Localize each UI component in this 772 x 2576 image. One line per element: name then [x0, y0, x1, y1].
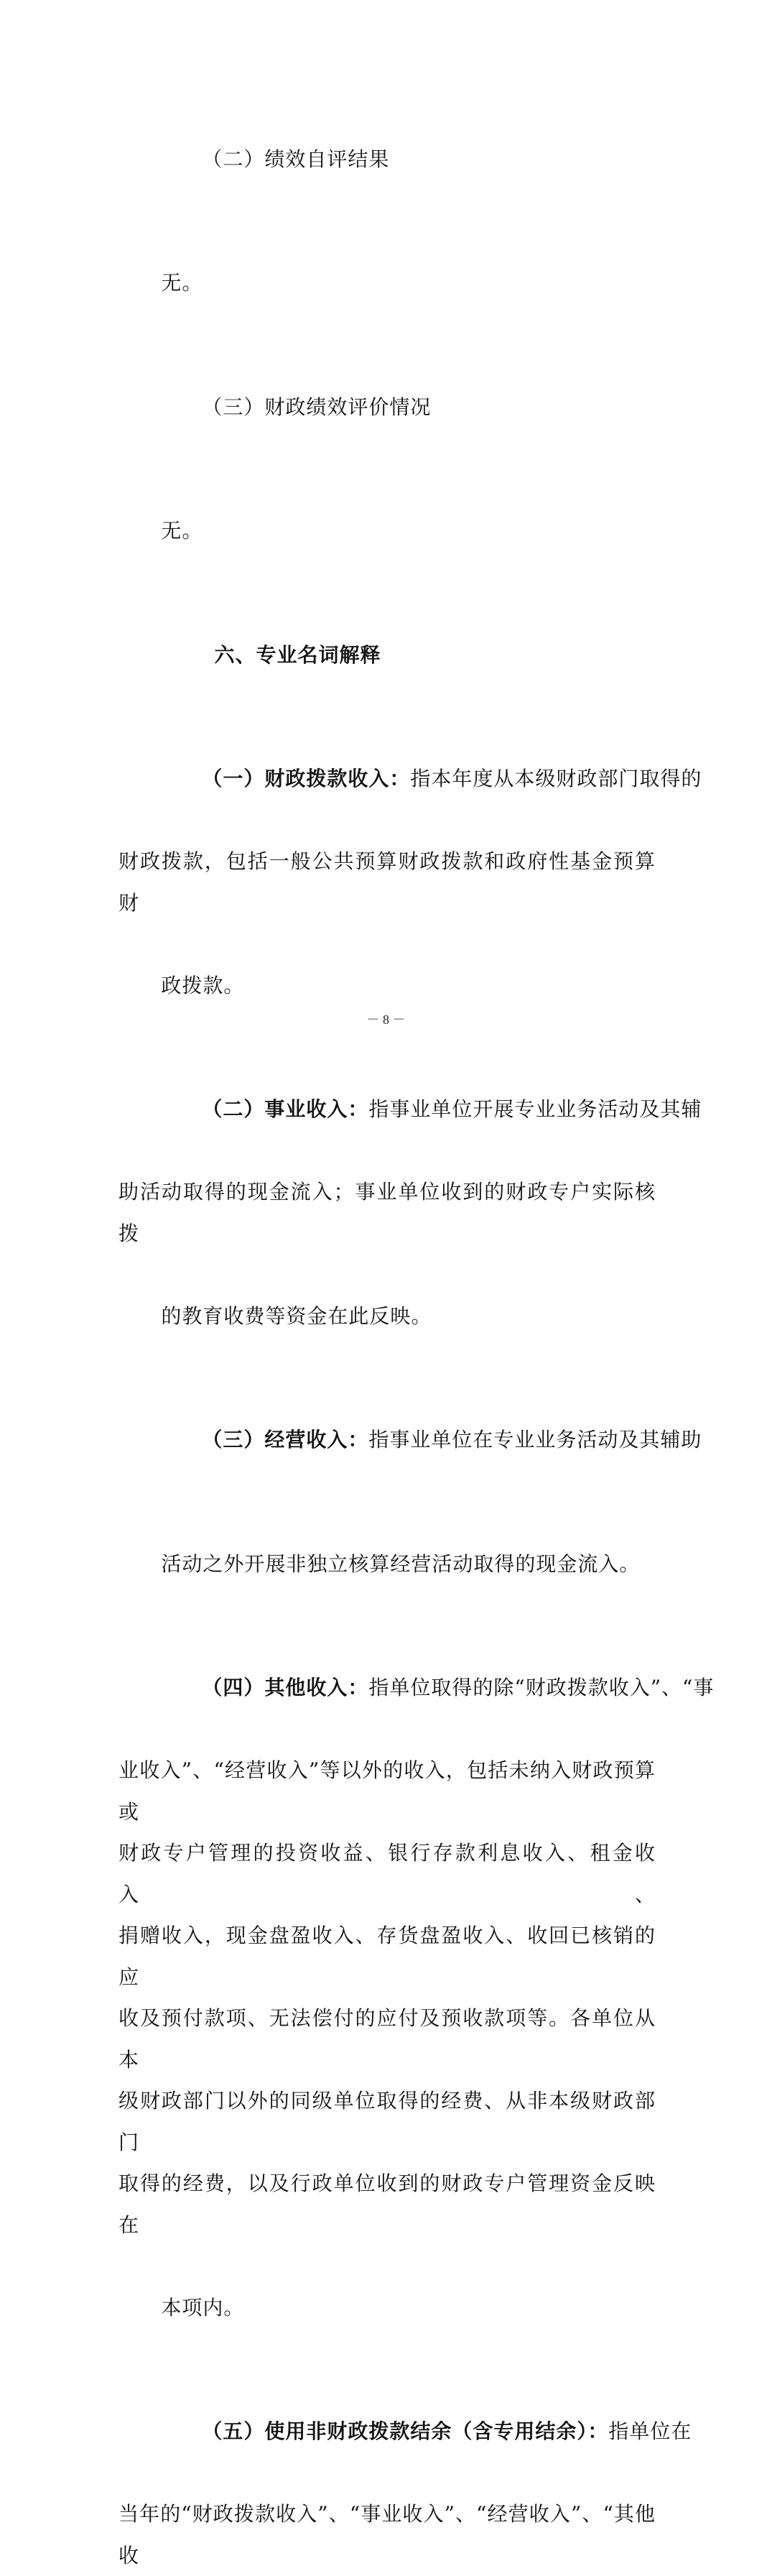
glossary-definition-text: 级财政部门以外的同级单位取得的经费、从非本级财政部门	[118, 2089, 656, 2154]
glossary-definition-text: 财政拨款，包括一般公共预算财政拨款和政府性基金预算财	[118, 849, 656, 915]
glossary-term: （五）使用非财政拨款结余（含专用结余）：	[202, 2419, 609, 2443]
glossary-definition: 指单位在	[608, 2419, 692, 2443]
chapter-heading-text: 六、专业名词解释	[214, 642, 381, 667]
glossary-definition-line	[118, 1998, 656, 2080]
glossary-definition: 指单位取得的除“财政拨款收入”、“事	[368, 1676, 715, 1699]
glossary-definition-line	[118, 841, 656, 923]
glossary-definition: 指事业单位在专业业务活动及其辅助	[368, 1428, 702, 1451]
glossary-definition-text: 取得的经费，以及行政单位收到的财政专户管理资金反映在	[118, 2171, 656, 2237]
glossary-definition-line	[118, 1171, 656, 1254]
glossary-definition-line	[118, 1915, 656, 1998]
section-heading-text: （三）财政绩效评价情况	[202, 394, 432, 419]
glossary-term: （一）财政拨款收入：	[202, 767, 411, 790]
glossary-definition-text: 财政专户管理的投资收益、银行存款利息收入、租金收入、	[118, 1841, 656, 1906]
glossary-definition-line	[118, 1254, 656, 1378]
paragraph-none	[118, 221, 656, 346]
glossary-definition-line	[118, 2163, 656, 2245]
glossary-item-other-income-line	[118, 1626, 715, 1750]
glossary-definition-line	[118, 2080, 656, 2163]
glossary-definition: 指事业单位开展专业业务活动及其辅	[368, 1097, 702, 1121]
glossary-item-non-fiscal-balance-line	[118, 2370, 692, 2494]
glossary-definition-text: 活动之外开展非独立核算经营活动取得的现金流入。	[161, 1551, 641, 1576]
glossary-definition-text: 助活动取得的现金流入；事业单位收到的财政专户实际核拨	[118, 1180, 656, 1245]
glossary-term: （二）事业收入：	[202, 1097, 369, 1121]
paragraph-text: 无。	[161, 271, 203, 295]
glossary-item-career-income-line	[118, 1048, 702, 1172]
glossary-definition-line	[118, 2493, 656, 2576]
glossary-term: （四）其他收入：	[202, 1676, 369, 1699]
glossary-definition-text: 收及预付款项、无法偿付的应付及预收款项等。各单位从本	[118, 2006, 656, 2072]
paragraph-none	[118, 469, 656, 594]
glossary-definition-line	[118, 1502, 656, 1626]
glossary-definition-text: 政拨款。	[161, 973, 245, 997]
document-body	[118, 97, 715, 2576]
glossary-definition-line	[118, 2245, 656, 2370]
paragraph-text: 无。	[161, 519, 203, 543]
glossary-definition-line	[118, 1750, 656, 1832]
glossary-definition-line	[118, 1832, 656, 1915]
glossary-definition-line	[118, 923, 656, 1048]
glossary-term: （三）经营收入：	[202, 1428, 369, 1451]
glossary-definition-text: 本项内。	[161, 2295, 245, 2319]
glossary-item-fiscal-income-line	[118, 717, 702, 841]
section-heading-performance-self-evaluation	[118, 97, 656, 221]
section-heading-fiscal-evaluation	[118, 345, 656, 469]
page-number: － 8 －	[366, 1012, 406, 1027]
glossary-definition-text: 业收入”、“经营收入”等以外的收入，包括未纳入财政预算或	[118, 1758, 656, 1824]
glossary-definition: 指本年度从本级财政部门取得的	[410, 767, 702, 790]
section-heading-text: （二）绩效自评结果	[202, 147, 390, 171]
glossary-definition-text: 捐赠收入，现金盘盈收入、存货盘盈收入、收回已核销的应	[118, 1924, 656, 1989]
chapter-heading-glossary	[118, 593, 656, 717]
glossary-definition-text: 的教育收费等资金在此反映。	[161, 1303, 432, 1328]
glossary-item-operating-income-line	[118, 1378, 702, 1502]
glossary-definition-text: 当年的“财政拨款收入”、“事业收入”、“经营收入”、“其他收	[118, 2502, 656, 2567]
